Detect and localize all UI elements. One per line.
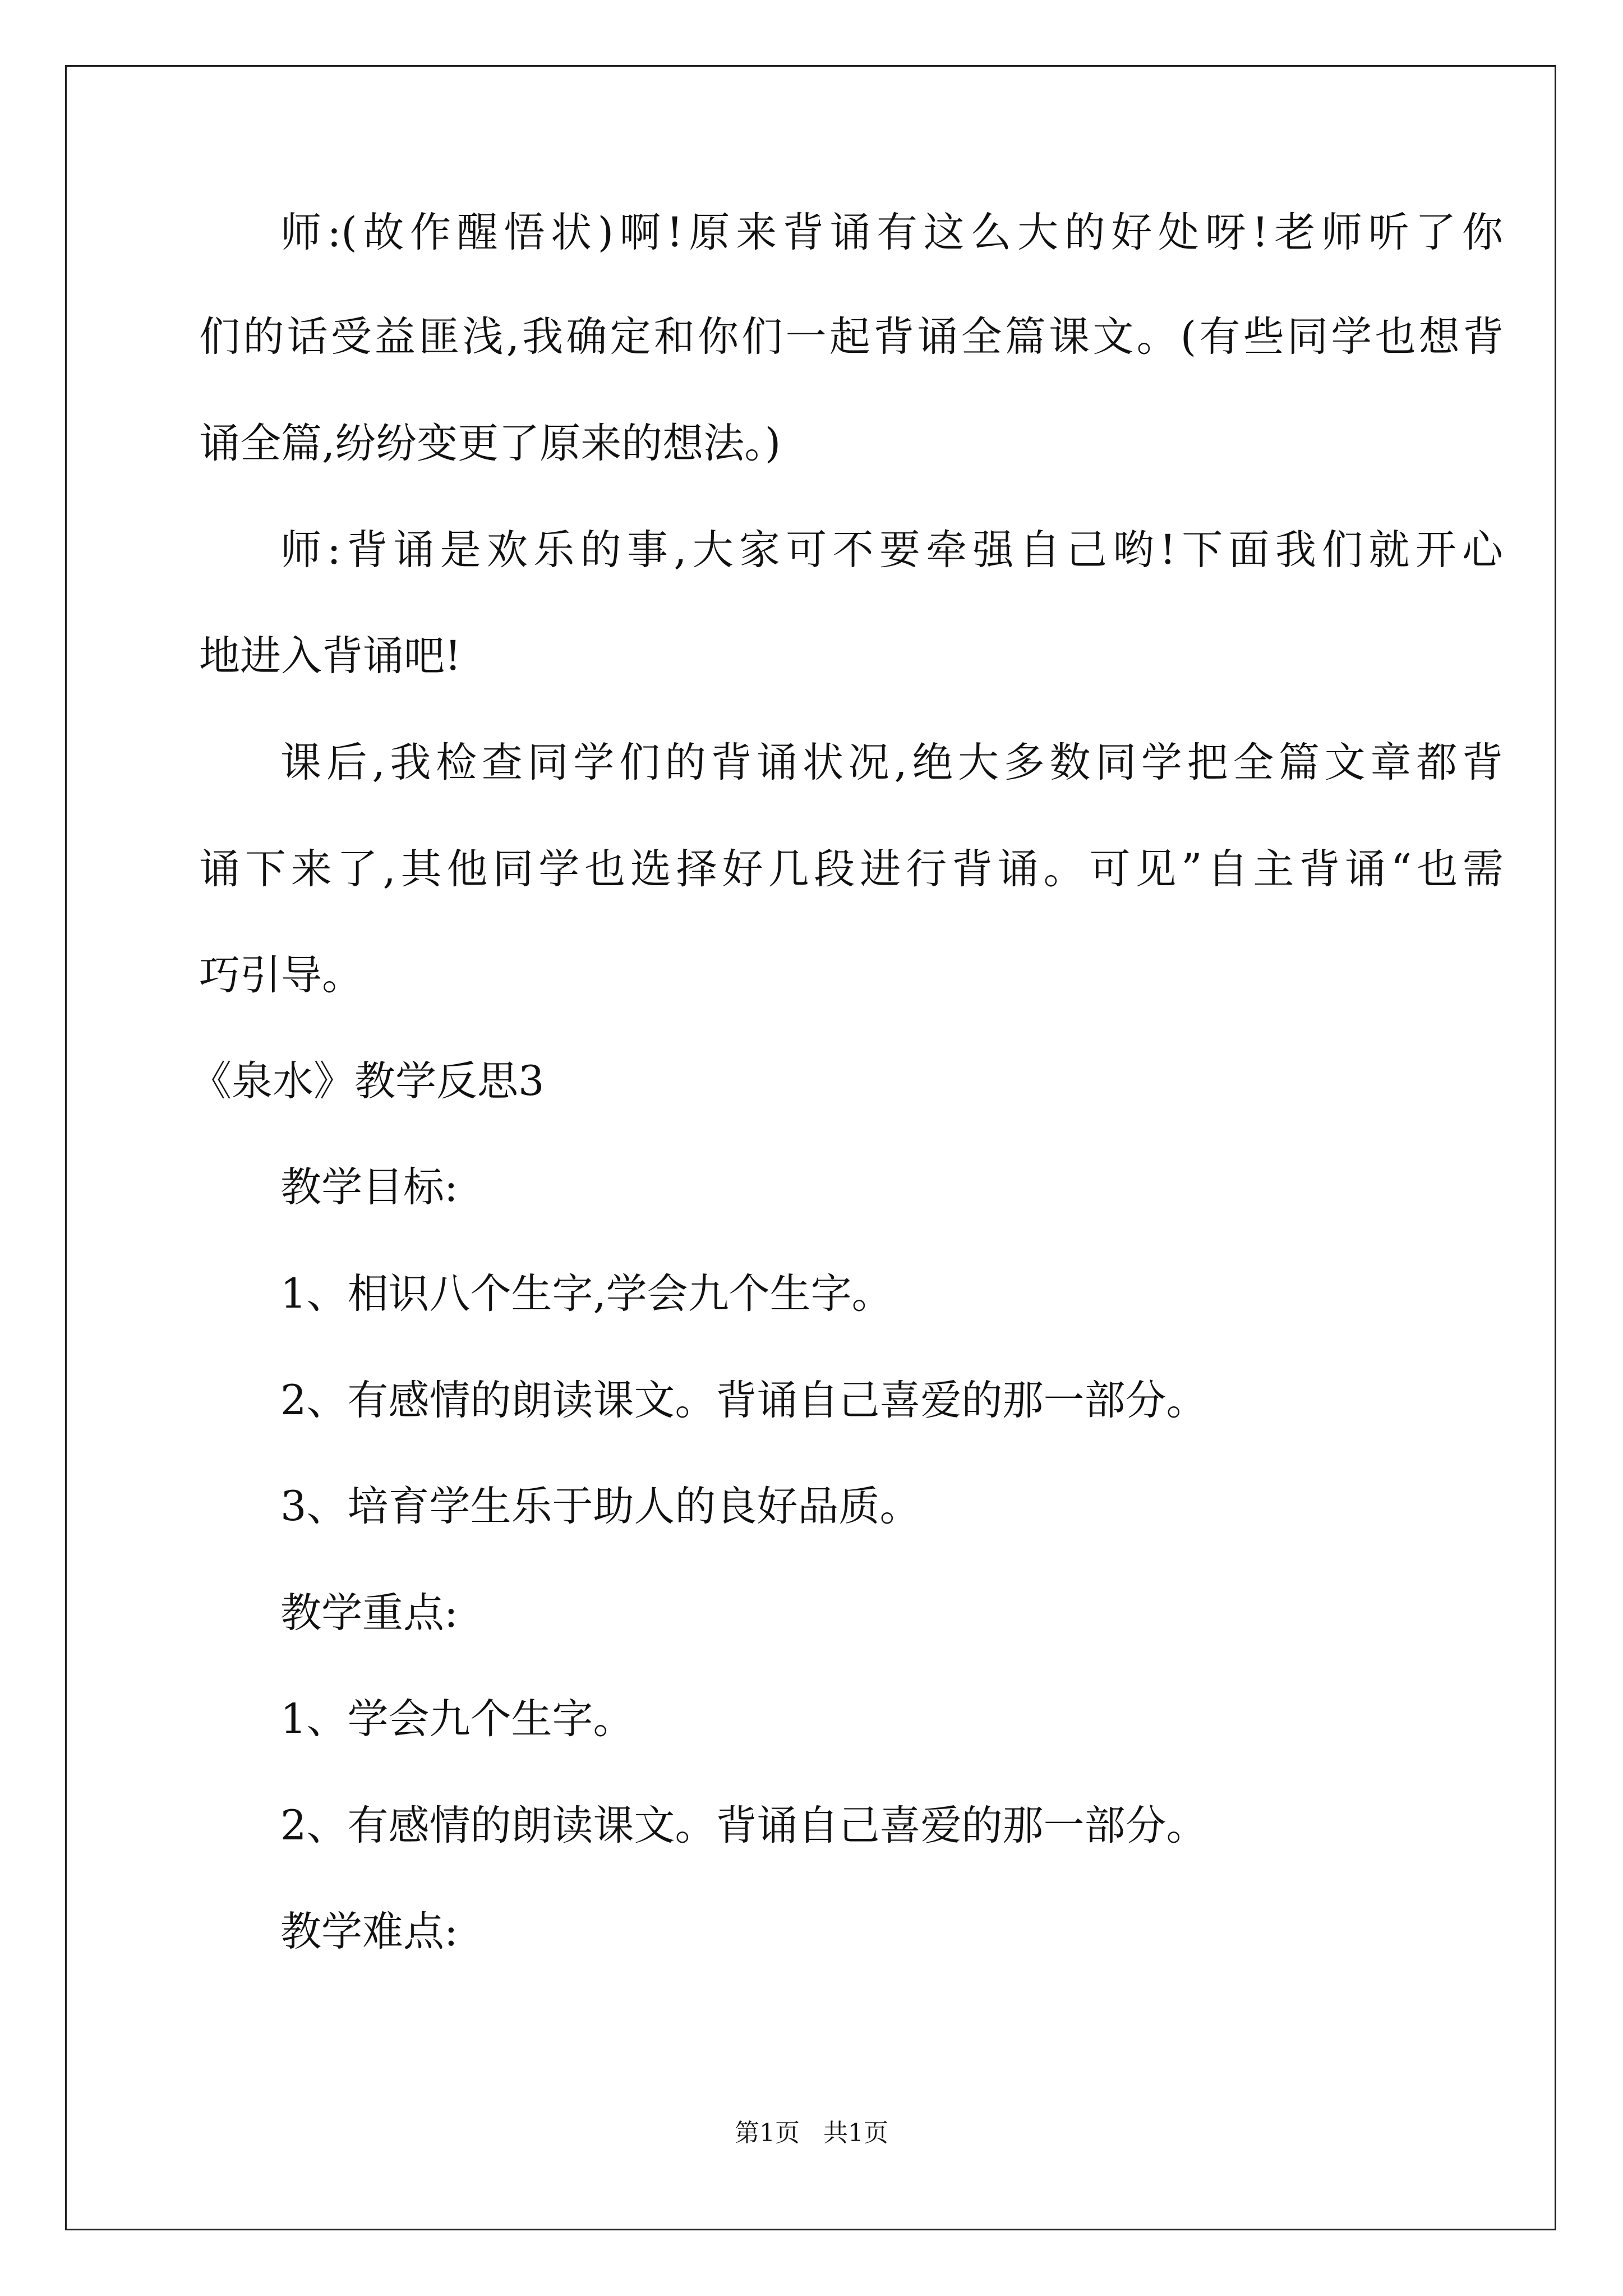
paragraph-line: 教学重点: (280, 1589, 458, 1637)
paragraph-line: 课后,我检查同学们的背诵状况,绝大多数同学把全篇文章都背 (280, 739, 1503, 786)
paragraph-line: 们的话受益匪浅,我确定和你们一起背诵全篇课文。(有些同学也想背 (199, 313, 1504, 361)
list-item: 2、有感情的朗读课文。背诵自己喜爱的那一部分。 (280, 1377, 1207, 1424)
paragraph-line: 地进入背诵吧! (199, 632, 462, 680)
list-item: 2、有感情的朗读课文。背诵自己喜爱的那一部分。 (280, 1802, 1207, 1849)
paragraph-line: 教学难点: (280, 1908, 458, 1955)
page-number-footer: 第1页 共1页 (735, 2119, 888, 2147)
paragraph-line: 诵下来了,其他同学也选择好几段进行背诵。可见”自主背诵“也需 (199, 845, 1504, 893)
paragraph-line: 教学目标: (280, 1163, 458, 1211)
paragraph-line: 诵全篇,纷纷变更了原来的想法。) (199, 420, 781, 467)
list-item: 1、相识八个生字,学会九个生字。 (280, 1270, 893, 1318)
section-heading: 《泉水》教学反思3 (191, 1057, 545, 1105)
list-item: 3、培育学生乐于助人的良好品质。 (280, 1483, 921, 1530)
paragraph-line: 巧引导。 (199, 951, 363, 999)
paragraph-line: 师:(故作醒悟状)啊!原来背诵有这么大的好处呀!老师听了你 (280, 209, 1503, 256)
paragraph-line: 师:背诵是欢乐的事,大家可不要牵强自己哟!下面我们就开心 (280, 526, 1503, 574)
list-item: 1、学会九个生字。 (280, 1695, 634, 1743)
page-border (65, 65, 1556, 2230)
